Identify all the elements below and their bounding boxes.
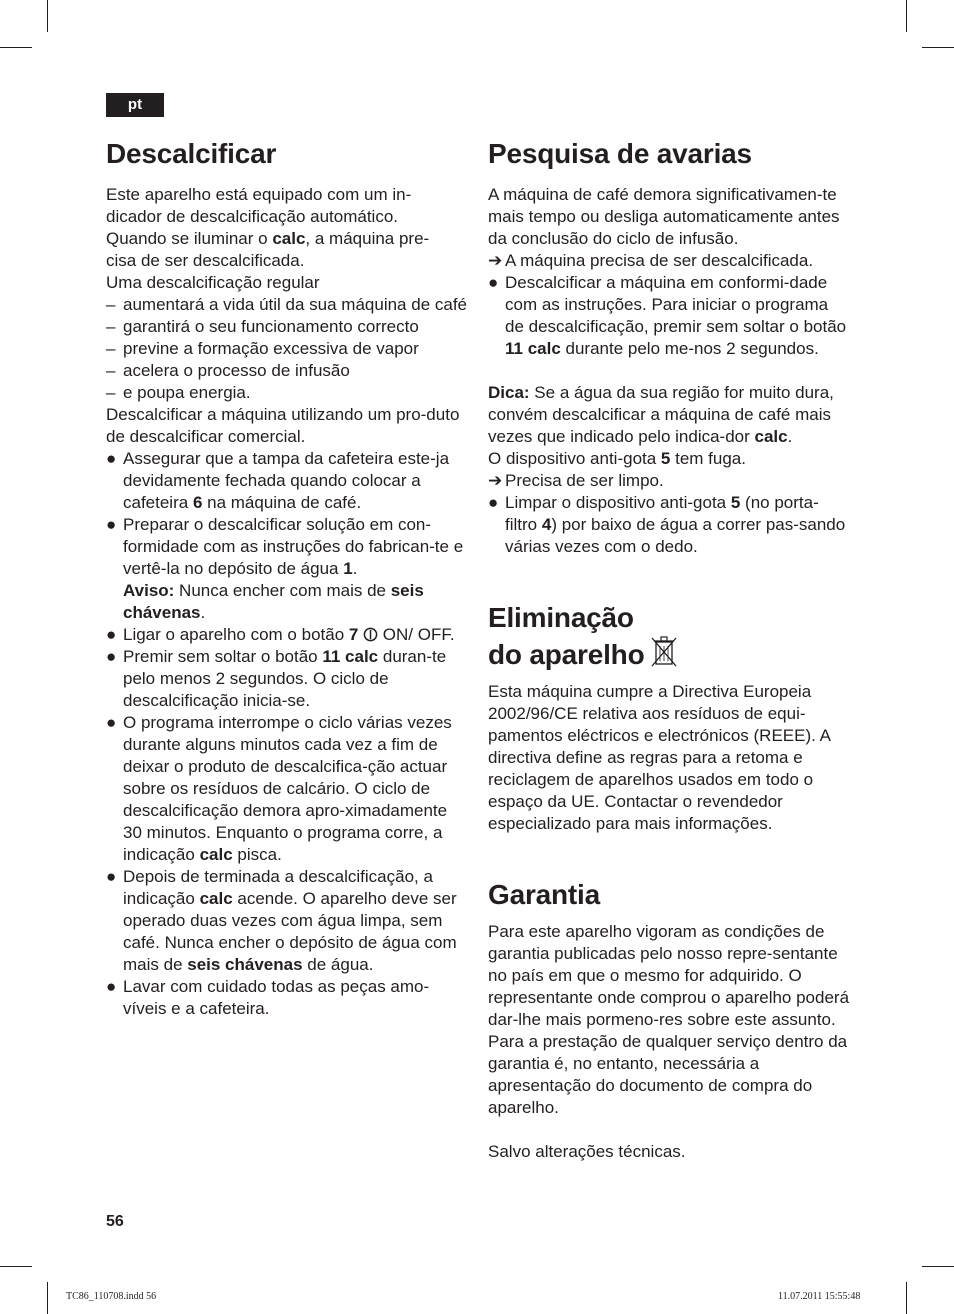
- crop-mark: [47, 1282, 48, 1314]
- date-slug: 11.07.2011 15:55:48: [778, 1291, 861, 1302]
- file-slug: TC86_110708.indd 56: [66, 1291, 157, 1302]
- language-tab: pt: [106, 93, 164, 117]
- dash-item: – garantirá o seu funcionamento correcto: [106, 317, 419, 336]
- bullet-item: ● Premir sem soltar o botão 11 calc duran-te pelo menos 2 segundos. O ciclo de descalcificação inicia-se.: [106, 647, 447, 710]
- bullet-item: ● Lavar com cuidado todas as peças amo-víveis e a cafeteira.: [106, 977, 430, 1018]
- crop-mark: [922, 47, 954, 48]
- crop-mark: [906, 0, 907, 32]
- tip-paragraph: Dica: Se a água da sua região for muito dura, convém descalcificar a máquina de café mais vezes que indicado pelo indica-dor calc.: [488, 383, 834, 446]
- paragraph: Salvo alterações técnicas.: [488, 1142, 686, 1161]
- bullet-item: ● Assegurar que a tampa da cafeteira este-ja devidamente fechada quando colocar a cafeteira 6 na máquina de café.: [106, 449, 450, 512]
- paragraph: Para este aparelho vigoram as condições de garantia publicadas pelo nosso repre-sentante no país em que o mesmo for adquirido. O representante onde comprou o aparelho poderá dar-lhe mais pormeno-res sobre este assunto. Para a prestação de qualquer serviço dentro da garantia é, no entanto, necessária a apresentação do documento de compra do aparelho.: [488, 922, 850, 1117]
- crop-mark: [0, 1266, 32, 1267]
- bullet-item: ● Depois de terminada a descalcificação, a indicação calc acende. O aparelho deve ser operado duas vezes com água limpa, sem café. Nunca encher o depósito de água com mais de seis chávenas de água.: [106, 867, 457, 974]
- paragraph: Esta máquina cumpre a Directiva Europeia 2002/96/CE relativa aos resíduos de equi-pamentos eléctricos e electrónicos (REEE). A directiva define as regras para a retoma e reciclagem de aparelhos usados em todo o espaço da UE. Contactar o revendedor especializado para mais informações.: [488, 682, 831, 833]
- bullet-item: ● Preparar o descalcificar solução em con-formidade com as instruções do fabrican-te e vertê-la no depósito de água 1. Aviso: Nunca encher com mais de seis chávenas.: [106, 515, 464, 622]
- section-title-eliminacao: Eliminação do aparelho: [488, 602, 850, 671]
- section-title-garantia: Garantia: [488, 879, 600, 910]
- power-icon: [363, 627, 378, 642]
- dash-item: – aumentará a vida útil da sua máquina de café: [106, 295, 468, 314]
- crop-mark: [906, 1282, 907, 1314]
- weee-bin-icon: [651, 634, 677, 668]
- section-title-descalcificar: Descalcificar: [106, 138, 277, 169]
- crop-mark: [0, 47, 32, 48]
- page-number: 56: [106, 1213, 124, 1230]
- bullet-item: ● Ligar o aparelho com o botão 7 ON/ OFF.: [106, 625, 455, 644]
- bullet-item: ● Limpar o dispositivo anti-gota 5 (no porta-filtro 4) por baixo de água a correr pas-sando várias vezes com o dedo.: [488, 493, 846, 556]
- paragraph: Descalcificar a máquina utilizando um pro-duto de descalcificar comercial.: [106, 405, 460, 446]
- section-title-pesquisa: Pesquisa de avarias: [488, 138, 752, 169]
- dash-item: – e poupa energia.: [106, 383, 251, 402]
- intro-paragraph: Este aparelho está equipado com um in- dicador de descalcificação automático. Quando se iluminar o calc, a máquina pre- cisa de ser descalcificada. Uma descalcificação regular: [106, 185, 430, 292]
- dash-item: – previne a formação excessiva de vapor: [106, 339, 419, 358]
- paragraph: A máquina de café demora significativamen-te mais tempo ou desliga automaticamente antes da conclusão do ciclo de infusão.: [488, 185, 840, 248]
- paragraph: O dispositivo anti-gota 5 tem fuga.: [488, 449, 746, 468]
- arrow-item: ➔ A máquina precisa de ser descalcificada.: [488, 251, 814, 270]
- arrow-item: ➔ Precisa de ser limpo.: [488, 471, 664, 490]
- crop-mark: [47, 0, 48, 32]
- left-column: [106, 138, 468, 1020]
- dash-item: – acelera o processo de infusão: [106, 361, 350, 380]
- bullet-item: ● O programa interrompe o ciclo várias vezes durante alguns minutos cada vez a fim de deixar o produto de descalcifica-ção actuar sobre os resíduos de calcário. O ciclo de descalcificação demora apro-ximadamente 30 minutos. Enquanto o programa corre, a indicação calc pisca.: [106, 713, 452, 864]
- bullet-item: ● Descalcificar a máquina em conformi-dade com as instruções. Para iniciar o programa de descalcificação, premir sem soltar o botão 11 calc durante pelo me-nos 2 segundos.: [488, 273, 847, 358]
- crop-mark: [922, 1266, 954, 1267]
- right-column: [488, 138, 850, 1163]
